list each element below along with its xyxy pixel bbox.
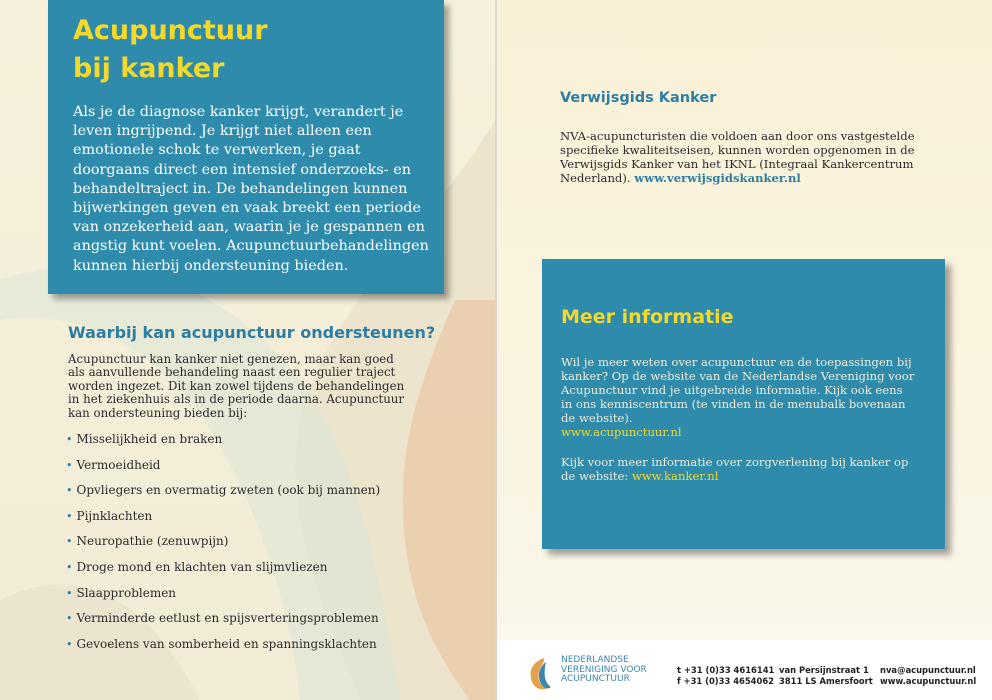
complaints-list: [66, 432, 486, 662]
nva-logo-icon: [526, 656, 552, 692]
footer-phone: t +31 (0)33 4616141 f +31 (0)33 4654062: [677, 665, 775, 686]
list-item: • Opvliegers en overmatig zweten (ook bij mannen): [66, 483, 381, 498]
left-page: [0, 0, 495, 700]
right-page: [497, 0, 992, 700]
bullet-icon: •: [66, 560, 73, 574]
bullet-icon: •: [66, 484, 73, 498]
footer-address: van Persijnstraat 1 3811 LS Amersfoort: [779, 665, 873, 686]
footer: [497, 640, 992, 700]
list-item: • Pijnklachten: [66, 508, 153, 523]
bullet-icon: •: [66, 458, 73, 472]
bullet-icon: •: [66, 509, 73, 523]
bullet-icon: •: [66, 433, 73, 446]
list-item: • Gevoelens van somberheid en spanningsklachten: [66, 636, 377, 651]
meer-informatie-heading: Meer informatie: [561, 306, 734, 328]
verwijsgids-text: NVA-acupuncturisten die voldoen aan door ons vastgestelde specifieke kwaliteitseisen, kunnen worden opgenomen in de Verwijsgids Kanker van het IKNL (Integraal Kankercentrum Nederland). www.verwijsgidskanker.nl: [560, 129, 915, 185]
hero-text: Als je de diagnose kanker krijgt, verandert je leven ingrijpend. Je krijgt niet alleen een emotionele schok te verwerken, je gaat doorgaans direct een intensief onderzoeks- en behandeltraject in. De behandelingen kunnen bijwerkingen geven en vaak breekt een periode van onzekerheid aan, waarin je je gespannen en angstig kunt voelen. Acupunctuurbehandelingen kunnen hierbij ondersteuning bieden.: [73, 104, 429, 274]
footer-contact: [880, 665, 976, 687]
kanker-link[interactable]: www.kanker.nl: [631, 469, 719, 483]
bullet-icon: •: [66, 612, 73, 626]
bullet-icon: •: [66, 586, 73, 600]
verwijsgids-link[interactable]: www.verwijsgidskanker.nl: [634, 171, 801, 185]
list-item: • Neuropathie (zenuwpijn): [66, 534, 229, 549]
support-heading: Waarbij kan acupunctuur ondersteunen?: [68, 323, 436, 342]
list-item: • Droge mond en klachten van slijmvliezen: [66, 559, 328, 574]
website-link[interactable]: www.acupunctuur.nl: [880, 676, 977, 686]
kanker-info-text: Kijk voor meer informatie over zorgverlening bij kanker op de website: www.kanker.nl: [561, 455, 909, 483]
hero-box: [48, 0, 444, 294]
bullet-icon: •: [66, 637, 73, 651]
list-item: • Misselijkheid en braken: [66, 432, 223, 446]
list-item: • Vermoeidheid: [66, 457, 161, 472]
page-title: Acupunctuur bij kanker: [73, 15, 268, 84]
bullet-icon: •: [66, 535, 73, 549]
verwijsgids-heading: Verwijsgids Kanker: [560, 90, 717, 106]
acupunctuur-link[interactable]: www.acupunctuur.nl: [561, 425, 682, 439]
email-link[interactable]: nva@acupunctuur.nl: [880, 665, 976, 675]
meer-informatie-text: Wil je meer weten over acupunctuur en de toepassingen bij kanker? Op de website van de Nederlandse Vereniging voor Acupunctuur vind je uitgebreide informatie. Kijk ook eens in ons kenniscentrum (te vinden in de menubalk bovenaan de website). www.acupunctuur.nl: [561, 355, 915, 439]
list-item: • Slaapproblemen: [66, 585, 177, 600]
org-name: NEDERLANDSE VERENIGING VOOR ACUPUNCTUUR: [561, 655, 647, 685]
support-intro: Acupunctuur kan kanker niet genezen, maar kan goed als aanvullende behandeling naast een regulier traject worden ingezet. Dit kan zowel tijdens de behandelingen in het ziekenhuis als in de periode daarna. Acupunctuur kan ondersteuning bieden bij:: [68, 352, 405, 420]
meer-informatie-box: [542, 259, 945, 549]
list-item: • Verminderde eetlust en spijsverteringsproblemen: [66, 611, 379, 626]
